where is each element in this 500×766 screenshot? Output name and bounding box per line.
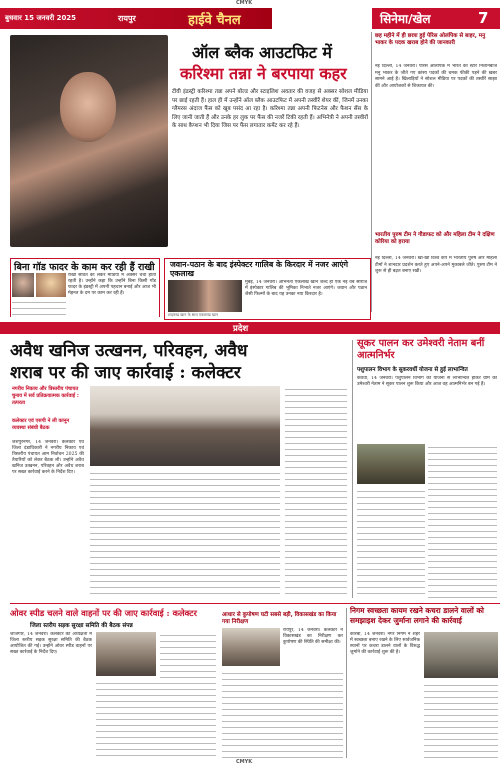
pradesh-band — [0, 322, 500, 334]
ration-body: रायपुर, 14 जनवरी। कलेक्टर ने विकासखंड का निरीक्षण कर कुपोषण की स्थिति की समीक्षा की। — [283, 628, 343, 645]
brand-tag-top: CMYK — [236, 0, 253, 6]
right-column-divider — [371, 32, 372, 312]
cleanliness-divider — [346, 608, 347, 758]
lead-body: टीवी इंडस्ट्री करिश्मा तन्ना अपने बोल्ड और स्टाइलिश अवतार की वजह से अक्सर सोशल मीडिया पर छाई रहती हैं। हाल ही में उन्होंने ऑल ब्लैक आउटफिट में अपनी तस्वीरें शेयर कीं, जिनमें उनका ग्लैमरस अंदाज फैंस को खूब पसंद आ रहा है। करिश्मा तन्ना अपनी फिटनेस और फैशन सेंस के लिए जानी जाती हैं और उनके हर लुक पर फैंस की नजरें टिकी रहती हैं। अभिनेत्री ने अपनी तस्वीरों के साथ कैप्शन भी दिया जिस पर फैंस लगातार कमेंट कर रहे हैं। — [172, 89, 368, 130]
raakhi-body: राखी सावंत को लेकर मीडिया में अक्सर चर्चा होती रहती है। उन्होंने कहा कि उन्होंने बिना किसी गॉड फादर के इंडस्ट्री में अपनी पहचान बनाई और आज भी मेहनत के दम पर काम कर रही हैं। — [68, 273, 156, 296]
main-photo — [90, 386, 280, 466]
ghalib-photo — [168, 280, 242, 312]
main-body-columns — [90, 470, 280, 598]
side-story-1-headline: छह महीने में ही छात्रा हुई पेरिस ओलंपिक से बाहर, मनु भाकर के पदक खराब होने की जानकारी — [375, 33, 486, 46]
raakhi-headline: बिना गॉड फादर के काम कर रही हैं राखी — [14, 262, 155, 273]
cleanliness-body-continued — [424, 682, 498, 758]
side-story-2-headline: भारतीय पुरुष टीम ने गौडाफट को और महिला टीम ने दक्षिण कोरिया को हराया — [375, 232, 495, 245]
ration-headline: आधार से कुपोषण घटी सबसे बड़ी, विकासखंड का किया गया निरीक्षण — [222, 612, 337, 625]
side-story-1-body: नई दिल्ली, 14 जनवरी। पेरिस ओलंपिक में भारत की स्टार निशानेबाज मनु भाकर के जीते गए कांस्य पदकों की चमक फीकी पड़ने की खबर सामने आई है। खिलाड़ियों ने सोशल मीडिया पर पदकों की तस्वीरें साझा कीं और आयोजकों से शिकायत की। — [375, 64, 497, 89]
ghalib-headline: जवान-पठान के बाद इंस्पेक्टर गालिब के किरदार में नजर आएंगे एकलाख — [170, 260, 349, 278]
brand-tag-bottom: CMYK — [236, 759, 253, 765]
pork-subhead: पशुपालन विभाग के सुकरवर्धी योजना से हुई लाभान्वित — [357, 367, 468, 373]
main-headline-2: शराब पर की जाए कार्रवाई : कलेक्टर — [10, 363, 241, 383]
lead-headline-1: ऑल ब्लैक आउटफिट में — [192, 43, 332, 62]
school-body-columns — [96, 680, 216, 758]
main-headline-1: अवैध खनिज उत्खनन, परिवहन, अवैध — [10, 341, 248, 361]
main-body: जशपुरनगर, 14 जनवरी। कलेक्टर एवं जिला दंडाधिकारी ने नगरीय निकाय एवं त्रिस्तरीय पंचायत आम निर्वाचन 2025 की तैयारियों को लेकर बैठक ली। उन्होंने अवैध खनिज उत्खनन, परिवहन और अवैध शराब पर सख्त कार्रवाई करने के निर्देश दिए। — [12, 440, 84, 475]
main-bullet-1: नगरीय निकाय और त्रिस्तरीय पंचायत चुनाव में सर्व प्रतिक्रयात्मक कार्रवाई : तत्परता — [12, 386, 79, 406]
lead-headline-2: करिश्मा तन्ना ने बरपाया कहर — [180, 64, 347, 83]
school-body-side — [160, 632, 216, 678]
main-body-column-right — [285, 386, 347, 598]
pork-body-continued — [428, 444, 497, 598]
main-bullet-2: कलेक्टर एवं एसपी ने ली कानून व्यवस्था संबंधी बैठक — [12, 418, 70, 431]
school-headline: ओवर स्पीड चलने वाले वाहनों पर की जाए कार्रवाई : कलेक्टर — [10, 608, 197, 618]
section-right-title: सिनेमा/खेल — [380, 12, 431, 26]
raakhi-body-continued — [12, 299, 66, 317]
school-subhead: जिला स्तरीय सड़क सुरक्षा समिति की बैठक संपन्न — [30, 623, 133, 629]
pork-divider — [352, 340, 353, 598]
lead-photo-face — [60, 72, 116, 142]
ghalib-caption: शाहरुख खान के साथ एकलाख खान — [168, 312, 218, 317]
raakhi-photo-1 — [12, 273, 34, 297]
school-photo — [96, 632, 156, 676]
pork-body-lower — [357, 488, 425, 598]
side-story-2-body: नई दिल्ली, 14 जनवरी। खो-खो विश्व कप में भारतीय पुरुष और महिला टीमों ने शानदार प्रदर्शन करते हुए अपने-अपने मुकाबले जीते। पुरुष टीम ने शुरू से ही बढ़त बनाए रखी। — [375, 256, 497, 274]
ration-body-columns — [222, 670, 343, 758]
pork-headline: सूकर पालन कर उमेश्वरी नेताम बनीं आत्मनिर्भर — [357, 338, 485, 361]
ghalib-body: मुंबई, 14 जनवरी। अभिनेता एकलाख खान जल्द ही एक नई वेब सीरीज में इंस्पेक्टर गालिब की भूमिका निभाते नजर आएंगे। जवान और पठान जैसी फिल्मों के बाद यह उनका नया किरदार है। — [245, 280, 367, 297]
section-left-title: हाईवे चैनल — [188, 13, 241, 28]
pork-photo — [357, 444, 425, 484]
cleanliness-headline: निगम स्वच्छता कायम रखने कचरा डालने वालों को समझाइश देकर जुर्माना लगाने की कार्रवाई — [350, 606, 484, 625]
school-body: जांजगीर, 14 जनवरी। कलेक्टर की अध्यक्षता में जिला स्तरीय सड़क सुरक्षा समिति की बैठक आयोजित की गई। उन्होंने ओवर स्पीड वाहनों पर सख्त कार्रवाई के निर्देश दिए। — [10, 632, 92, 655]
page-number: 7 — [478, 9, 489, 27]
lower-rule — [10, 603, 500, 604]
cleanliness-body: कोरबा, 14 जनवरी। नगर निगम ने शहर में स्वच्छता बनाए रखने के लिए सार्वजनिक स्थानों पर कचरा डालने वालों के विरुद्ध जुर्माने की कार्रवाई शुरू की है। — [350, 632, 420, 655]
ration-photo — [222, 628, 280, 666]
city-name: रायपुर — [118, 14, 136, 23]
pork-body: कवर्धा, 14 जनवरी। पशुपालन विभाग की योजना से लाभान्वित होकर ग्राम की उमेश्वरी नेताम ने सूकर पालन शुरू किया और आज वह आत्मनिर्भर बन गई हैं। — [357, 376, 497, 387]
date-text: बुधवार 15 जनवरी 2025 — [5, 14, 77, 22]
raakhi-photo-2 — [36, 273, 66, 297]
pradesh-label: प्रदेश — [233, 324, 249, 334]
cleanliness-photo — [424, 632, 498, 678]
